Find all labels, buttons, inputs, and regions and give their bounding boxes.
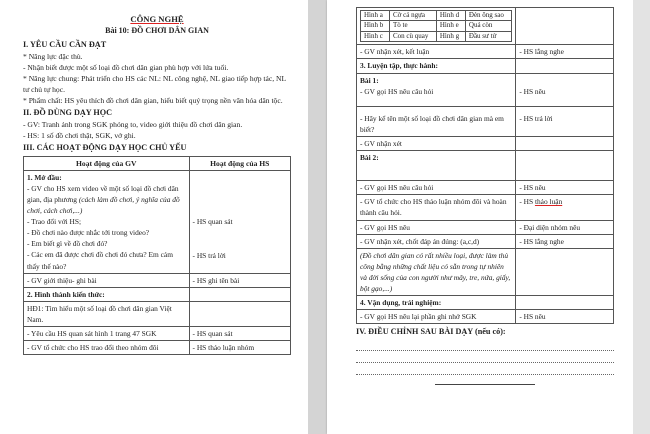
section-heading: IV. ĐIỀU CHỈNH SAU BÀI DẠY (nếu có): [356, 327, 506, 337]
table-cell [516, 136, 614, 150]
table-cell: - HS ghi tên bài [189, 273, 290, 287]
answer-cell: Đèn ông sao [465, 11, 511, 21]
table-row [24, 170, 291, 273]
paragraph: * Phẩm chất: HS yêu thích đồ chơi dân gian, hiểu biết quý trọng nền văn hóa dân tộc. [23, 95, 283, 105]
subject-text: CÔNG NGHỆ [130, 14, 184, 24]
table-cell: 4. Vận dụng, trải nghiệm: [357, 296, 516, 310]
answer-cell: Hình a [361, 11, 390, 21]
table-header-row [24, 156, 291, 170]
answer-cell: Quả còn [465, 21, 511, 31]
blank-line [356, 354, 614, 363]
table-row [357, 45, 614, 59]
answer-cell: Hình d [436, 11, 465, 21]
table-row [357, 151, 614, 181]
answer-cell: Tò te [390, 21, 437, 31]
table-cell [516, 296, 614, 310]
table-cell [189, 287, 290, 301]
table-cell: - GV tổ chức cho HS thảo luận nhóm đôi và hoàn thành câu hỏi. [357, 195, 516, 220]
paragraph: * Năng lực chung: Phát triển cho HS các NL: NL công nghệ, NL giao tiếp hợp tác, NL tư chủ tự học. [23, 73, 286, 94]
page-left-content [23, 13, 291, 355]
table-cell: - HS thảo luận nhóm [189, 341, 290, 355]
page-gap [308, 0, 327, 434]
table-cell: - HS lắng nghe [516, 234, 614, 248]
table-row [357, 310, 614, 324]
table-row [357, 248, 614, 295]
table-cell: - GV giới thiệu- ghi bài [24, 273, 190, 287]
blank-line [356, 342, 614, 351]
table-row [24, 301, 291, 326]
table-row [357, 136, 614, 150]
row-heading: Bài 2: [360, 153, 379, 163]
cell-line: - Các em đã được chơi đồ chơi đó chưa? Em cảm thấy thế nào? [27, 250, 173, 271]
activity-table-continued [356, 7, 614, 324]
table-cell: - HS quan sát [189, 327, 290, 341]
table-cell: - GV nhận xét, chốt đáp án đúng: (a,c,d) [357, 234, 516, 248]
paragraph: * Năng lực đặc thù. [23, 51, 83, 61]
table-cell [357, 73, 516, 106]
table-row [357, 181, 614, 195]
activity-table [23, 156, 291, 356]
document-page-left [0, 0, 308, 434]
cell-text: - HS [519, 197, 535, 207]
answer-cell: Hình b [361, 21, 390, 31]
table-cell [516, 73, 614, 106]
row-heading: Bài 1: [360, 75, 379, 85]
cell-line: - GV gọi HS nêu câu hỏi [360, 86, 434, 96]
blank-line [356, 366, 614, 375]
answer-row [361, 21, 512, 31]
row-heading: 1. Mở đầu: [27, 172, 62, 182]
cell-line [27, 183, 186, 216]
answer-cell: Hình e [436, 21, 465, 31]
table-cell: - HS nêu [516, 181, 614, 195]
answer-cell: Hình c [361, 31, 390, 41]
table-row [24, 273, 291, 287]
subject-title [23, 13, 291, 25]
table-cell [516, 151, 614, 181]
table-cell: - GV tổ chức cho HS trao đổi theo nhóm đôi [24, 341, 190, 355]
table-row [357, 8, 614, 45]
table-cell: - GV nhận xét, kết luận [357, 45, 516, 59]
answer-cell: Hình g [436, 31, 465, 41]
cell-text: - GV cho HS xem video về một số loại đồ chơi dân gian, địa phương [27, 183, 179, 204]
document-page-right [327, 0, 633, 434]
section-heading: II. ĐỒ DÙNG DẠY HỌC [23, 107, 113, 117]
cell-line: - Em biết gì về đồ chơi đó? [27, 239, 108, 249]
answer-cell: Cờ cá ngựa [390, 11, 437, 21]
table-cell [357, 8, 516, 45]
cell-line: - HS quan sát [192, 216, 233, 226]
table-cell: - HS lắng nghe [516, 45, 614, 59]
page-right-content [356, 7, 614, 385]
answer-cell: Con cù quay [390, 31, 437, 41]
blank-lines [356, 342, 614, 375]
table-row [357, 234, 614, 248]
table-cell: - GV nhận xét [357, 136, 516, 150]
table-row [357, 73, 614, 106]
table-cell [189, 301, 290, 326]
table-cell [189, 170, 290, 273]
cell-line: - HS trả lời [192, 250, 226, 260]
table-cell [516, 8, 614, 45]
cell-line: - Đồ chơi nào được nhắc tới trong video? [27, 228, 150, 238]
lesson-title: Bài 10: ĐỒ CHƠI DÂN GIAN [105, 26, 209, 36]
table-row [24, 327, 291, 341]
table-row [357, 296, 614, 310]
table-cell: - GV gọi HS nêu câu hỏi [357, 181, 516, 195]
table-row [24, 341, 291, 355]
answer-row [361, 11, 512, 21]
paragraph: - HS: 1 số đồ chơi thật, SGK, vở ghi. [23, 130, 136, 140]
table-cell: 2. Hình thành kiến thức: [24, 287, 190, 301]
table-cell: - Yêu cầu HS quan sát hình 1 trang 47 SGK [24, 327, 190, 341]
paragraph: - Nhận biết được một số loại đồ chơi dân gian phù hợp với lứa tuổi. [23, 62, 229, 72]
section-heading: III. CÁC HOẠT ĐỘNG DẠY HỌC CHỦ YẾU [23, 142, 187, 152]
table-cell: - GV gọi HS nêu lại phần ghi nhớ SGK [357, 310, 516, 324]
paragraph: - GV: Tranh ảnh trong SGK phóng to, video giới thiệu đồ chơi dân gian. [23, 119, 243, 129]
table-cell [357, 151, 516, 181]
table-cell: 3. Luyện tập, thực hành: [357, 59, 516, 73]
signature-line [435, 384, 535, 385]
table-row [24, 287, 291, 301]
section-heading: I. YÊU CẦU CẦN ĐẠT [23, 40, 107, 50]
column-header-teacher: Hoạt động của GV [24, 156, 190, 170]
table-cell: - Đại diện nhóm nêu [516, 220, 614, 234]
table-cell [516, 59, 614, 73]
vertical-scrollbar[interactable] [633, 0, 650, 434]
answer-cell: Đầu sư tử [465, 31, 511, 41]
cell-line: - Hãy kể tên một số loại đồ chơi dân gian mà em biết? [360, 113, 504, 134]
table-cell [357, 106, 516, 136]
table-cell: - HS nêu [516, 310, 614, 324]
table-row [357, 59, 614, 73]
cell-line: - HS trả lời [519, 113, 553, 123]
cell-text-italic: (cách làm đồ chơi, ý nghĩa của đồ chơi, cách chơi,...) [27, 194, 180, 216]
cell-text-flagged: thảo luận [534, 197, 563, 207]
table-row [357, 220, 614, 234]
column-header-student: Hoạt động của HS [189, 156, 290, 170]
table-row [357, 106, 614, 136]
table-cell: (Đồ chơi dân gian có rất nhiều loại, được làm thủ công bằng những chất liệu có sẵn trong tự nhiên và đời sống của con người như mây, tre, nứa, giấy, bột gạo,...) [357, 248, 516, 295]
cell-line: - Trao đổi với HS; [27, 217, 82, 227]
answer-table [360, 10, 512, 42]
table-row [357, 195, 614, 220]
table-cell: - GV gọi HS nêu [357, 220, 516, 234]
table-cell [516, 106, 614, 136]
table-cell [24, 170, 190, 273]
table-cell [516, 248, 614, 295]
answer-row [361, 31, 512, 41]
table-cell: HĐ1: Tìm hiểu một số loại đồ chơi dân gian Việt Nam. [24, 301, 190, 326]
table-cell [516, 195, 614, 220]
cell-line: - HS nêu [519, 86, 546, 96]
